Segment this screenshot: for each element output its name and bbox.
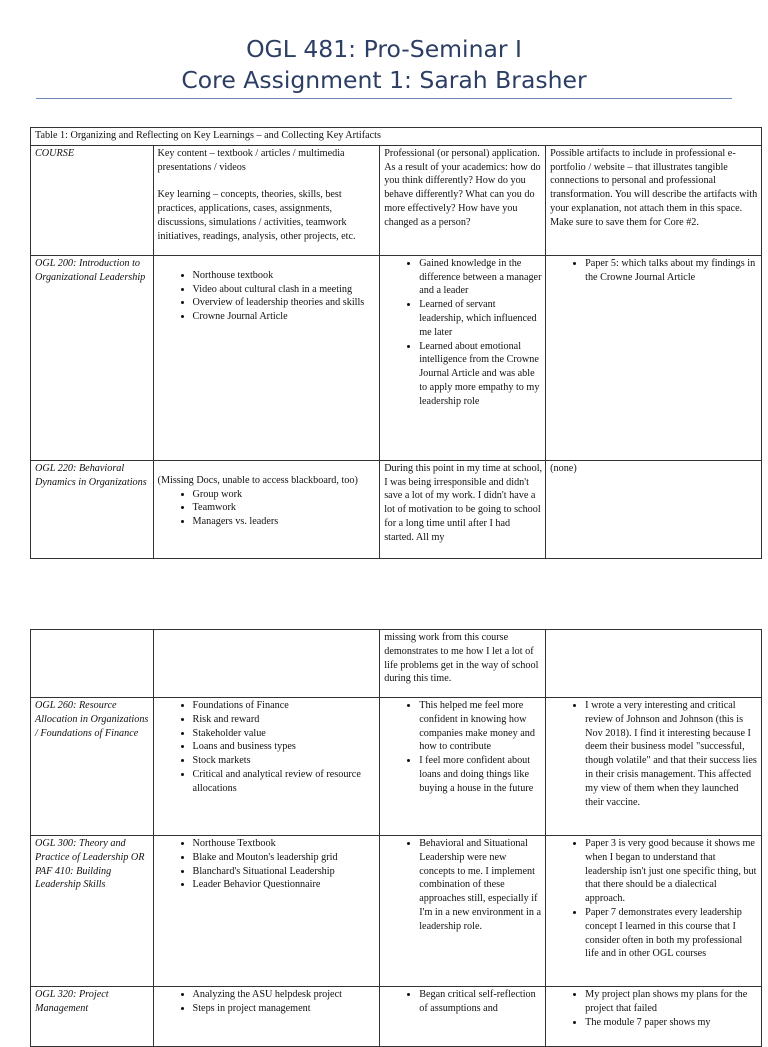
title-assignment: Core Assignment 1: Sarah Brasher — [181, 66, 587, 94]
list-item: • Behavioral and Situational Leadership were new concepts to me. I implement combination of these approaches still, especially if I'm in a new environment in a leadership role. — [419, 837, 542, 934]
table-header-row — [31, 145, 762, 255]
list-item: • Leader Behavior Questionnaire — [193, 878, 377, 892]
content-cell — [153, 630, 380, 698]
list-item: • Teamwork — [193, 501, 377, 515]
application-cell — [380, 987, 546, 1047]
application-cell: missing work from this course demonstrates to me how I let a lot of life problems get in the way of school during this time. — [380, 630, 546, 698]
list-item: • Northouse textbook — [193, 269, 377, 283]
artifacts-list — [550, 257, 758, 285]
application-cell: During this point in my time at school, I was being irresponsible and didn't save a lot of my work. I didn't have a lot of motivation to be going to school for a long time until after I had started. All my — [380, 460, 546, 558]
list-item: • Northouse Textbook — [193, 837, 377, 851]
artifacts-list — [550, 837, 758, 961]
application-list — [384, 257, 542, 409]
application-list — [384, 837, 542, 934]
course-cell — [31, 630, 154, 698]
list-item: • I wrote a very interesting and critical review of Johnson and Johnson (this is Nov 2018). I find it interesting because I deem their business model "successful, though volatile" and that their success lies in their crisis management. This affected my view of them when they launched their vaccine. — [585, 699, 758, 809]
list-item: • Paper 5: which talks about my findings in the Crowne Journal Article — [585, 257, 758, 285]
list-item: • Paper 3 is very good because it shows me when I began to understand that leadership isn't just one specific thing, but that there should be a dialectical approach. — [585, 837, 758, 906]
content-list — [158, 837, 377, 892]
artifacts-list — [550, 699, 758, 809]
list-item: • Group work — [193, 488, 377, 502]
table-row — [31, 987, 762, 1047]
list-item: • This helped me feel more confident in knowing how companies make money and how to contribute — [419, 699, 542, 754]
key-learnings-table-continued — [30, 629, 762, 1047]
table-row-continued — [31, 630, 762, 698]
content-cell — [153, 836, 380, 987]
list-item: • My project plan shows my plans for the project that failed — [585, 988, 758, 1016]
list-item: • Crowne Journal Article — [193, 310, 377, 324]
list-item: • Stock markets — [193, 754, 377, 768]
course-cell: OGL 200: Introduction to Organizational Leadership — [31, 255, 154, 460]
document-title — [0, 34, 768, 96]
list-item: • Loans and business types — [193, 740, 377, 754]
content-cell — [153, 987, 380, 1047]
content-note: (Missing Docs, unable to access blackboard, too) — [157, 474, 358, 486]
artifacts-cell — [546, 630, 762, 698]
application-list — [384, 988, 542, 1016]
header-course: COURSE — [31, 145, 154, 255]
list-item: • Critical and analytical review of resource allocations — [193, 768, 377, 796]
list-item: • Analyzing the ASU helpdesk project — [193, 988, 377, 1002]
application-cell — [380, 698, 546, 836]
list-item: • Began critical self-reflection of assumptions and — [419, 988, 542, 1016]
header-artifacts: Possible artifacts to include in professional e-portfolio / website – that illustrates tangible connections to personal and professional transformation. You will describe the artifacts with your explanation, not attach them in this space. Make sure to save them for Core #2. — [546, 145, 762, 255]
list-item: • The module 7 paper shows my — [585, 1016, 758, 1030]
content-list — [158, 488, 377, 529]
list-item: • Paper 7 demonstrates every leadership concept I learned in this course that I consider often in both my professional life and in other OGL courses — [585, 906, 758, 961]
list-item: • Managers vs. leaders — [193, 515, 377, 529]
list-item: • Foundations of Finance — [193, 699, 377, 713]
course-cell: OGL 260: Resource Allocation in Organizations / Foundations of Finance — [31, 698, 154, 836]
list-item: • Blake and Mouton's leadership grid — [193, 851, 377, 865]
content-cell — [153, 698, 380, 836]
content-cell — [153, 460, 380, 558]
list-item: • Risk and reward — [193, 713, 377, 727]
content-list — [158, 269, 377, 324]
list-item: • Blanchard's Situational Leadership — [193, 865, 377, 879]
application-cell — [380, 836, 546, 987]
content-cell — [153, 255, 380, 460]
artifacts-cell: (none) — [546, 460, 762, 558]
list-item: • Learned of servant leadership, which influenced me later — [419, 298, 542, 339]
list-item: • Stakeholder value — [193, 727, 377, 741]
application-cell — [380, 255, 546, 460]
table-row — [31, 836, 762, 987]
artifacts-cell — [546, 836, 762, 987]
table-row — [31, 460, 762, 558]
header-key-content: Key content – textbook / articles / multimedia presentations / videos Key learning – concepts, theories, skills, best practices, applications, cases, assignments, discussions, simulations / activities, teamwork initiatives, readings, analysis, other projects, etc. — [153, 145, 380, 255]
table-row — [31, 698, 762, 836]
table-caption: Table 1: Organizing and Reflecting on Key Learnings – and Collecting Key Artifacts — [31, 128, 762, 146]
artifacts-cell — [546, 698, 762, 836]
key-learnings-table — [30, 127, 762, 559]
list-item: • Gained knowledge in the difference between a manager and a leader — [419, 257, 542, 298]
list-item: • Steps in project management — [193, 1002, 377, 1016]
course-cell: OGL 320: Project Management — [31, 987, 154, 1047]
list-item: • I feel more confident about loans and doing things like buying a house in the future — [419, 754, 542, 795]
course-cell: OGL 220: Behavioral Dynamics in Organizations — [31, 460, 154, 558]
course-cell: OGL 300: Theory and Practice of Leadership OR PAF 410: Building Leadership Skills — [31, 836, 154, 987]
artifacts-cell — [546, 255, 762, 460]
list-item: • Video about cultural clash in a meeting — [193, 283, 377, 297]
content-list — [158, 699, 377, 796]
list-item: • Learned about emotional intelligence from the Crowne Journal Article and was able to apply more empathy to my leadership role — [419, 340, 542, 409]
title-divider — [36, 98, 732, 99]
artifacts-cell — [546, 987, 762, 1047]
table-caption-row — [31, 128, 762, 146]
header-application: Professional (or personal) application. As a result of your academics: how do you think differently? How do you behave differently? What can you do more effectively? How have you changed as a person? — [380, 145, 546, 255]
title-course: OGL 481: Pro-Seminar I — [246, 35, 522, 63]
application-list — [384, 699, 542, 796]
list-item: • Overview of leadership theories and skills — [193, 296, 377, 310]
content-list — [158, 988, 377, 1016]
table-row — [31, 255, 762, 460]
artifacts-list — [550, 988, 758, 1029]
